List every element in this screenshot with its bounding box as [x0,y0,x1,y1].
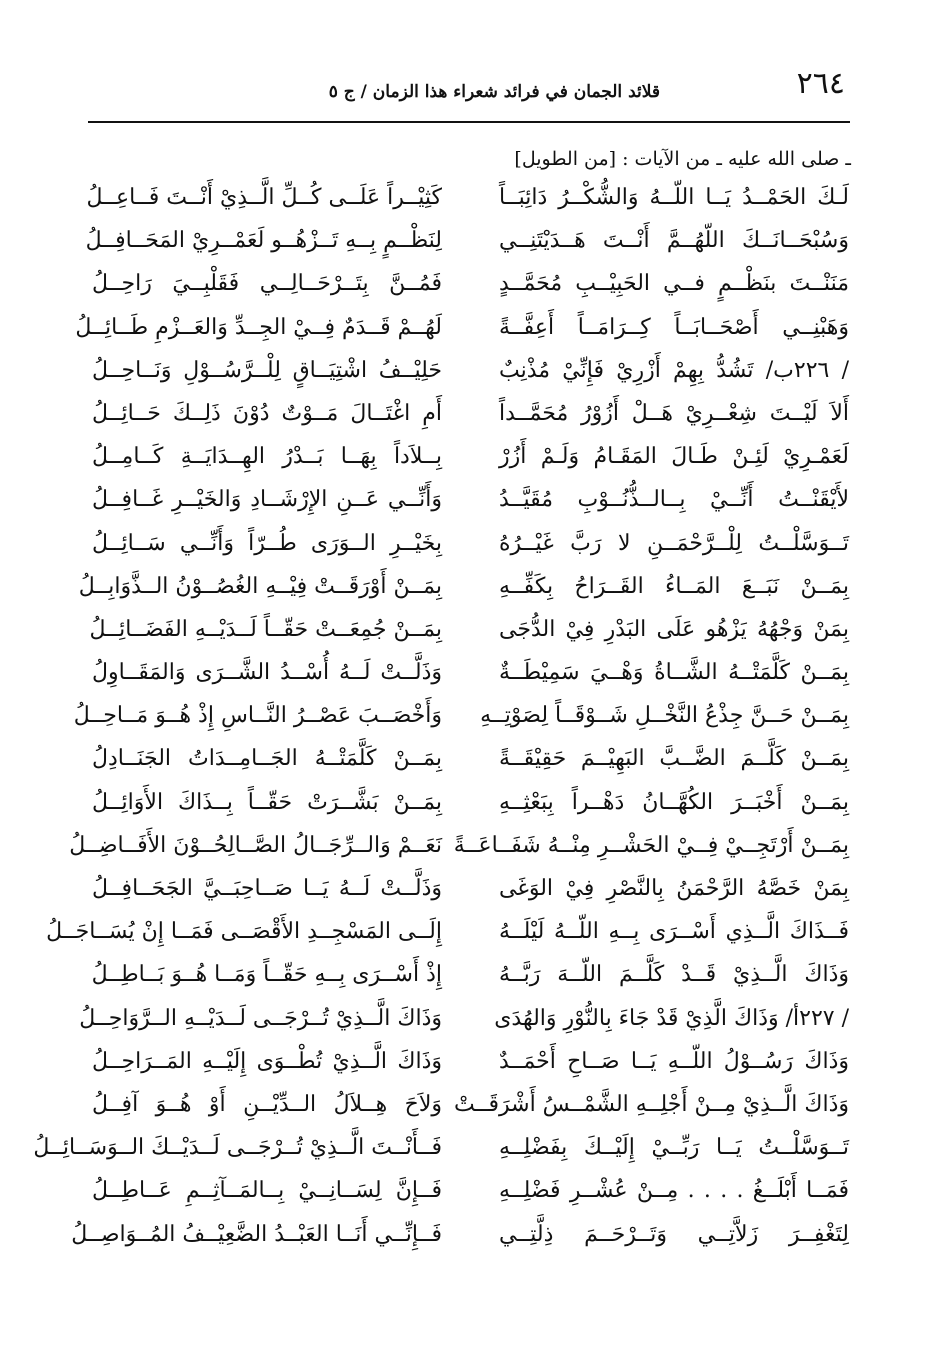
verse-line: فَمَــا أَبْلَــغُ . . . . مِــنْ عُشْــرِ فَضْلِــهِ [499,1178,849,1204]
verse-line: بِــلاَداً بِهَــا بَــدْرُ الهِــدَايَــةِ كَــامِــلُ [92,444,442,470]
verse-line: وَأَنِّــي عَــنِ الإِرْشَــادِ وَالخَيْــرِ غَــافِــلُ [92,487,442,513]
verse-line: لأَيْقَنْــتُ أَنِّــيْ بِــالــذُّنُــوْبِ مُقَيَّــدُ [499,487,849,513]
verse-line: إِلَــى المَسْجِــدِ الأَقْصَــى فَمَــا إِنْ يُسَــاجَــلُ [46,919,442,945]
left-hemistich-column [33,176,442,1256]
verse-line: وَسُبْحَــانَــكَ اللّهُــمَّ أَنْــتَ هَــدَيْتَنِــي [499,228,849,254]
verse-line: بِمَنْ خَصَّهُ الرَّحْمَنُ بِالنَّصْرِ فِيْ الوَغَى [499,876,849,901]
verse-line: أَمِ اغْتَــالَ مَــوْتٌ دُوْنَ ذَلِــكَ حَــائِــلُ [92,400,442,426]
verse-line: وَلاَحَ هِــلاَلُ الــدِّيْــنِ أَوْ هُــوَ آفِــلُ [92,1091,442,1117]
verse-line: وَذَاكَ الَّــذِيْ تُــرْجَــى لَــدَيْــهِ الــرَّوَاحِــلُ [79,1005,442,1031]
verse-line: / ٢٢٧أ/ وَذَاكَ الَّذِيْ قَدْ جَاءَ بِالنُّوْرِ وَالهُدَى [494,1005,849,1031]
verse-line: تَــوَسَّلْــتُ لِلْــرَّحْمَــنِ لا رَبَّ غَيْــرُهُ [499,530,849,556]
running-title: قلائد الجمان في فرائد شعراء هذا الزمان / ج ٥ [328,82,660,102]
verse-line: وَذَاكَ الَّــذِيْ تُطْــوَى إِلَيْــهِ المَــرَاحِــلُ [92,1048,442,1074]
verse-line: حَلِيْــفُ اشْتِيَــاقٍ لِلْــرَّسُــوْلِ وَنَــاحِــلُ [92,357,442,383]
verse-line: بِمَــنْ حَــنَّ جِذْعُ النَّخْــلِ شَــوْقَــاً لِصَوْتِــهِ [480,703,849,729]
verse-line: وَهَبْنِــي أَصْحَــابَــاً كِــرَامَــاً أَعِفَّــةً [499,314,849,340]
verse-line: فَــذَاكَ الَّــذِي أَسْــرَى بِــهِ اللّــهُ لَيْلَــهُ [499,919,849,945]
verse-line: وَذَلَّــتْ لَــهُ يَــا صَــاحِبَــيَّ الجَحَــافِــلُ [92,876,442,901]
verse-line: وَذَاكَ رَسُــوْلُ اللّــهِ يَــا صَــاحِ أَحْمَــدٌ [499,1048,849,1074]
verse-line: بِمَــنْ كَلَّــمَ الضَّــبَّ البَهِيْــمَ حَقِيْقَــةً [499,746,849,772]
verse-line: فَــإِنِّــي أَنَــا العَبْــدُ الضَّعِيْــفُ المُــوَاصِــلُ [71,1221,442,1247]
verse-line: لِنَظْــمٍ بِــهِ تَــزْهُــو لَعَمْــرِيْ المَحَــافِــلُ [85,228,442,254]
verse-line: وَذَاكَ الَّــذِيْ مِــنْ أَجْلِــهِ الشَّمْــسُ أَشْرَقَــتْ [453,1091,849,1117]
verse-line: إِذْ أَسْــرَى بِــهِ حَقّــاً وَمَــا هُــوَ بَــاطِــلُ [91,962,442,988]
right-hemistich-column [453,176,850,1256]
verse-line: بِخَيْــرِ الــوَرَى طُــرّاً وَأَنِّــي سَــائِــلُ [92,530,442,556]
verse-line: وَذَلَّــتْ لَــهُ أُسْــدُ الشَّــرَى وَالمَقَــاوِلُ [92,660,442,686]
verse-line: فَــإِنَّ لِسَــانِــيْ بِــالمَــآثِــمِ عَــاطِــلُ [92,1178,442,1204]
verse-line: تَــوَسَّلْــتُ يَــا رَبِّــيْ إِلَيْــكَ بِفَضْلِــهِ [499,1135,849,1161]
verse-line: بِمَــنْ نَبَــعَ المَــاءُ القَــرَاحُ بِكَفِّــهِ [499,573,849,599]
verse-line: فَــأَنْــتَ الَّــذِيْ تُــرْجَــى لَــدَيْــكَ الــوَسَــائِــلُ [33,1135,442,1161]
header-rule [88,121,850,123]
verse-line: بِمَنْ وَجْهُهُ يَزْهُو عَلَى البَدْرِ فِيْ الدُّجَى [499,616,849,642]
section-intro: ـ صلى الله عليه ـ من الآيات : [من الطويل] [514,148,851,170]
verse-line: بِمَــنْ أَرْتَجِــيْ فِــيْ الحَشْــرِ مِنْــهُ شَفَــاعَــةً [453,832,849,858]
verse-line: بِمَــنْ بَشَّــرَتْ حَقّــاً بِــذَاكَ الأَوَائِــلُ [92,789,442,815]
verse-line: بِمَــنْ كَلَّمَتْــهُ الشَّــاةُ وَهْــيَ سَمِيْطَــةٌ [499,660,849,686]
verse-line: بِمَــنْ جُمِعَــتْ حَقّــاً لَــدَيْــهِ الفَضَــائِــلُ [89,616,442,642]
verse-line: كَثِيْــراً عَلَــى كُــلِّ الَّــذِيْ أَنْــتَ فَــاعِــلُ [86,185,442,210]
verse-line: بِمَــنْ كَلَّمَتْــهُ الجَــامِــدَاتُ الجَنَــادِلُ [92,746,442,772]
verse-line: مَنَنْــتَ بنَظْــمٍ فــي الحَبِيْــبِ مُحَمَّــدٍ [499,271,849,297]
verse-line: / ٢٢٦ب/ تَشُدُّ بِهِمْ أَزْرِيْ فَإِنِّيْ مُذْنِبٌ [499,357,850,383]
verse-line: وَأَخْصَــبَ عَصْــرُ النَّــاسِ إِذْ هُــوَ مَــاحِــلُ [73,703,442,729]
page-number: ٢٦٤ [796,66,845,101]
verse-line: فَمُــنَّ بِتَــرْحَــالِــي فَقَلْبِــيَ رَاحِــلُ [92,271,442,297]
verse-line: لَـكَ الحَمْــدُ يَــا اللّــهُ وَالشُّكْــرُ دَائِبَــاً [499,185,849,210]
verse-line: وَذَاكَ الَّــذِيْ قَــدْ كَلَّــمَ اللّــهَ رَبَّــهُ [499,962,849,988]
verse-line: نَعَــمْ وَالــرِّجَــالُ الصَّــالِحُــوْنَ الأَفَــاضِــلُ [69,832,442,858]
verse-line: أَلاَ لَيْــتَ شِعْــرِيْ هَــلْ أَزُوْرُ مُحَمَّــداً [499,400,849,426]
verse-line: بِمَــنْ أَخْبَــرَ الكُهَّــانُ دَهْــراً بِبَعْثِــهِ [499,789,849,815]
verse-line: لِتَغْفِــرَ زَلاَّتِــي وَتَــرْحَــمَ ذِلَّتِــي [499,1221,849,1247]
verse-line: لَهُــمْ قَــدَمٌ فِــيْ الجِــدِّ وَالعَــزْمِ طَــائِــلُ [75,314,442,340]
verse-line: لَعَمْـرِيْ لَئِـنْ طَـالَ المَقَـامُ وَلَـمْ أَزُرْ [499,444,849,470]
verse-line: بِمَــنْ أَوْرَقَــتْ فِيْــهِ الغُصُــوْنُ الــذَّوَابِــلُ [78,573,442,599]
